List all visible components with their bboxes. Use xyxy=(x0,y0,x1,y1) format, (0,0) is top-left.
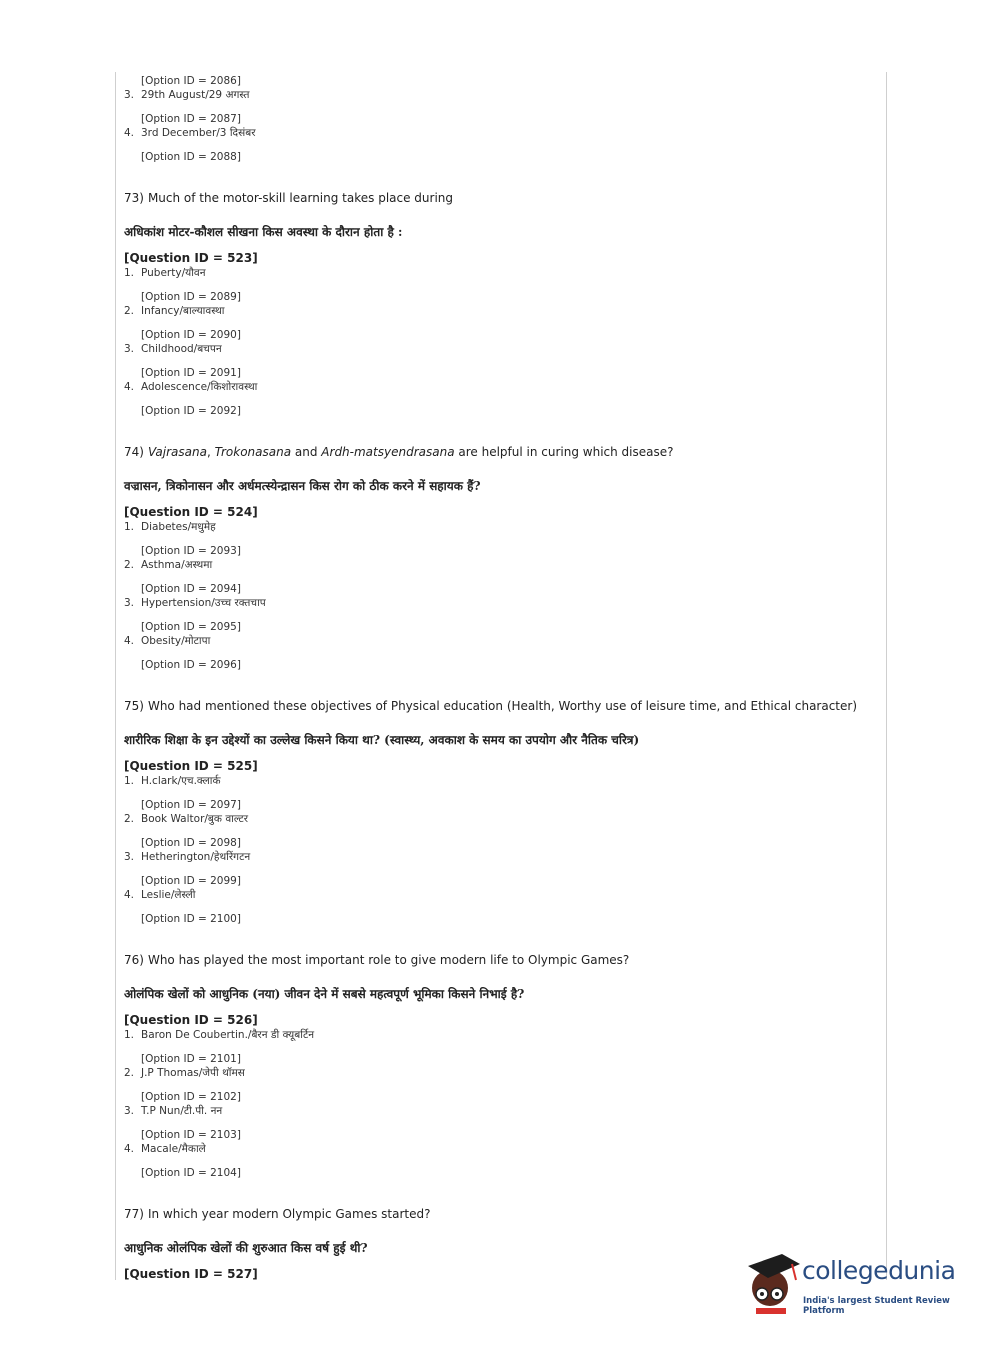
option-id: [Option ID = 2087] xyxy=(141,113,241,125)
option-text: Hypertension/उच्च रक्तचाप xyxy=(141,597,266,609)
option-text: Obesity/मोटापा xyxy=(141,635,211,647)
question-number: 77) xyxy=(124,1207,144,1221)
option-id: [Option ID = 2086] xyxy=(141,75,241,87)
option-number: 3. xyxy=(124,1105,135,1117)
question-block xyxy=(124,698,876,926)
option-text: Diabetes/मधुमेह xyxy=(141,521,216,533)
question-id: [Question ID = 526] xyxy=(124,1013,258,1027)
option-id: [Option ID = 2095] xyxy=(141,621,241,633)
option-id: [Option ID = 2094] xyxy=(141,583,241,595)
option-text: H.clark/एच.क्लार्क xyxy=(141,775,221,787)
option-number: 2. xyxy=(124,1067,135,1079)
option-number: 4. xyxy=(124,381,135,393)
question-hindi: शारीरिक शिक्षा के इन उद्देश्यों का उल्लेख किसने किया था? (स्वास्थ्य, अवकाश के समय का उपयोग और नैतिक चरित्र) xyxy=(124,733,640,747)
option-number: 4. xyxy=(124,635,135,647)
question-block xyxy=(124,444,876,672)
option-number: 4. xyxy=(124,889,135,901)
option[interactable] xyxy=(124,126,876,140)
option[interactable] xyxy=(124,1142,876,1156)
option[interactable] xyxy=(124,1028,876,1042)
option-text: Puberty/यौवन xyxy=(141,267,206,279)
option-id: [Option ID = 2089] xyxy=(141,291,241,303)
option[interactable] xyxy=(124,1066,876,1080)
option[interactable] xyxy=(124,342,876,356)
option-number: 2. xyxy=(124,813,135,825)
question-block xyxy=(124,952,876,1180)
option-text: Leslie/लेस्ली xyxy=(141,889,196,901)
question-english xyxy=(124,444,876,460)
option-id: [Option ID = 2104] xyxy=(141,1167,241,1179)
option-text: Childhood/बचपन xyxy=(141,343,222,355)
brand-tagline: India's largest Student Review Platform xyxy=(803,1296,950,1316)
question-id: [Question ID = 524] xyxy=(124,505,258,519)
option[interactable] xyxy=(124,596,876,610)
option-id: [Option ID = 2102] xyxy=(141,1091,241,1103)
option-id: [Option ID = 2100] xyxy=(141,913,241,925)
option[interactable] xyxy=(124,634,876,648)
option-number: 2. xyxy=(124,559,135,571)
option-id: [Option ID = 2103] xyxy=(141,1129,241,1141)
option-id: [Option ID = 2099] xyxy=(141,875,241,887)
question-text: In which year modern Olympic Games started? xyxy=(147,1207,431,1221)
brand-name: collegedunia xyxy=(802,1256,956,1285)
option[interactable] xyxy=(124,812,876,826)
question-text: Much of the motor-skill learning takes place during xyxy=(147,191,454,205)
option-text: T.P Nun/टी.पी. नन xyxy=(141,1105,223,1117)
option-number: 1. xyxy=(124,521,135,533)
previous-question-tail xyxy=(124,74,876,164)
option-number: 1. xyxy=(124,267,135,279)
option[interactable] xyxy=(124,304,876,318)
option-number: 4. xyxy=(124,127,135,139)
option-text: Hetherington/हेथरिंगटन xyxy=(141,851,251,863)
question-hindi: ओलंपिक खेलों को आधुनिक (नया) जीवन देने में सबसे महत्वपूर्ण भूमिका किसने निभाई है? xyxy=(124,987,525,1001)
question-number: 73) xyxy=(124,191,144,205)
option-id: [Option ID = 2101] xyxy=(141,1053,241,1065)
option-text: Macale/मैकाले xyxy=(141,1143,206,1155)
option-text: Adolescence/किशोरावस्था xyxy=(141,381,258,393)
question-hindi: आधुनिक ओलंपिक खेलों की शुरुआत किस वर्ष हुई थी? xyxy=(124,1241,368,1255)
option-number: 4. xyxy=(124,1143,135,1155)
option-id: [Option ID = 2091] xyxy=(141,367,241,379)
question-text: Vajrasana, Trokonasana and Ardh-matsyendrasana are helpful in curing which disease? xyxy=(147,445,674,459)
option-text: 29th August/29 अगस्त xyxy=(141,89,250,101)
question-id: [Question ID = 523] xyxy=(124,251,258,265)
question-hindi: अधिकांश मोटर-कौशल सीखना किस अवस्था के दौरान होता है : xyxy=(124,225,403,239)
question-number: 76) xyxy=(124,953,144,967)
question-english xyxy=(124,190,876,206)
option[interactable] xyxy=(124,380,876,394)
question-text: Who has played the most important role to give modern life to Olympic Games? xyxy=(147,953,630,967)
option-number: 3. xyxy=(124,597,135,609)
collegedunia-logo xyxy=(742,1250,972,1314)
option-text: J.P Thomas/जेपी थॉमस xyxy=(141,1067,245,1079)
question-number: 74) xyxy=(124,445,144,459)
option-id: [Option ID = 2088] xyxy=(141,151,241,163)
option-number: 3. xyxy=(124,89,135,101)
graduate-mascot-icon xyxy=(742,1250,802,1314)
option[interactable] xyxy=(124,774,876,788)
option-id: [Option ID = 2098] xyxy=(141,837,241,849)
option-id: [Option ID = 2096] xyxy=(141,659,241,671)
option[interactable] xyxy=(124,888,876,902)
question-number: 75) xyxy=(124,699,144,713)
option-text: Infancy/बाल्यावस्था xyxy=(141,305,225,317)
question-english xyxy=(124,1206,876,1222)
option-text: Asthma/अस्थमा xyxy=(141,559,213,571)
question-english xyxy=(124,952,876,968)
option[interactable] xyxy=(124,88,876,102)
option[interactable] xyxy=(124,558,876,572)
question-block xyxy=(124,190,876,418)
option-id: [Option ID = 2093] xyxy=(141,545,241,557)
option-text: 3rd December/3 दिसंबर xyxy=(141,127,256,139)
option[interactable] xyxy=(124,850,876,864)
question-paper xyxy=(124,74,876,1282)
option-text: Baron De Coubertin./बैरन डी क्यूबर्टिन xyxy=(141,1029,315,1041)
question-text: Who had mentioned these objectives of Physical education (Health, Worthy use of leisure time, and Ethical character) xyxy=(147,699,858,713)
option-id: [Option ID = 2097] xyxy=(141,799,241,811)
option-number: 1. xyxy=(124,775,135,787)
question-list xyxy=(124,190,876,1282)
option-id: [Option ID = 2090] xyxy=(141,329,241,341)
question-id: [Question ID = 525] xyxy=(124,759,258,773)
option-number: 3. xyxy=(124,343,135,355)
option-number: 3. xyxy=(124,851,135,863)
option-number: 1. xyxy=(124,1029,135,1041)
question-english xyxy=(124,698,876,714)
option-number: 2. xyxy=(124,305,135,317)
option-text: Book Waltor/बुक वाल्टर xyxy=(141,813,249,825)
question-id: [Question ID = 527] xyxy=(124,1267,258,1281)
option[interactable] xyxy=(124,520,876,534)
option[interactable] xyxy=(124,266,876,280)
option-id: [Option ID = 2092] xyxy=(141,405,241,417)
question-hindi: वज्रासन, त्रिकोनासन और अर्धमत्स्येन्द्रासन किस रोग को ठीक करने में सहायक हैं? xyxy=(124,479,481,493)
option[interactable] xyxy=(124,1104,876,1118)
